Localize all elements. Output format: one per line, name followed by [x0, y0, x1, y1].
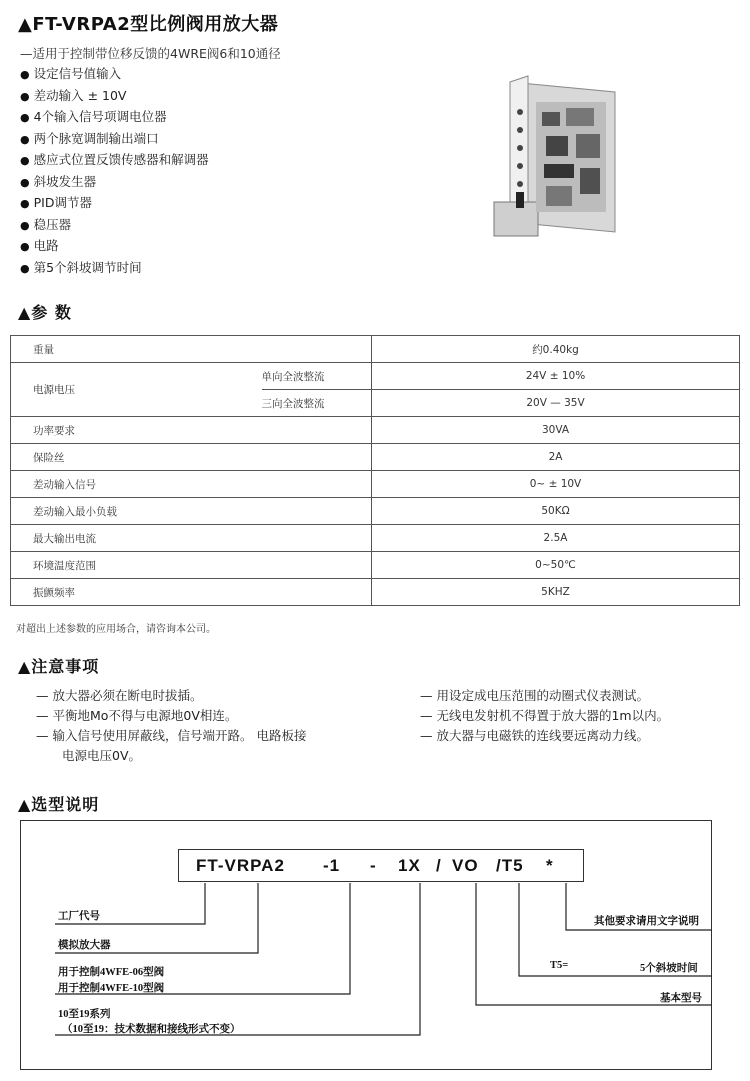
code-star: * [546, 856, 554, 875]
label-series-note: （10至19：技术数据和接线形式不变） [62, 1024, 241, 1035]
feature-item: ● 设定信号值输入 [20, 64, 209, 86]
page-title: ▲FT-VRPA2型比例阀用放大器 [18, 14, 279, 35]
param-label: 保险丝 [11, 444, 372, 471]
param-label: 电源电压 [11, 363, 262, 417]
param-value: 5KHZ [372, 579, 740, 606]
caution-item: — 用设定成电压范围的动圈式仪表测试。 [420, 688, 649, 703]
feature-item: ● 感应式位置反馈传感器和解调器 [20, 150, 209, 172]
param-label: 重量 [11, 336, 372, 363]
feature-item: ● 差动输入 ± 10V [20, 86, 209, 108]
label-t5-key: T5= [550, 960, 569, 971]
param-label: 功率要求 [11, 417, 372, 444]
label-other-requirements: 其他要求请用文字说明 [594, 916, 699, 927]
label-series: 10至19系列 [58, 1009, 111, 1020]
feature-item: ● 电路 [20, 236, 209, 258]
label-analog-amplifier: 模拟放大器 [58, 940, 111, 951]
subtitle: —适用于控制带位移反馈的4WRE阀6和10通径 [20, 46, 281, 61]
param-value: 2.5A [372, 525, 740, 552]
param-label: 振颤频率 [11, 579, 372, 606]
param-sub-label: 单向全波整流 [262, 363, 372, 390]
param-label: 最大输出电流 [11, 525, 372, 552]
caution-item: — 放大器与电磁铁的连线要远离动力线。 [420, 728, 649, 743]
param-value: 50KΩ [372, 498, 740, 525]
params-heading: ▲参 数 [18, 303, 72, 322]
param-value: 24V ± 10% [372, 363, 740, 390]
param-value: 0~50℃ [372, 552, 740, 579]
code-base: FT-VRPA2 [196, 856, 285, 875]
label-factory-code: 工厂代号 [58, 911, 100, 922]
param-value: 30VA [372, 417, 740, 444]
leader-line-basic [476, 883, 712, 1005]
label-valve-10: 用于控制4WFE-10型阀 [58, 983, 165, 994]
param-sub-label: 三向全波整流 [262, 390, 372, 417]
code-part-1: -1 [323, 856, 341, 875]
caution-item: — 放大器必须在断电时拔插。 [36, 688, 203, 703]
caution-item: — 平衡地Mo不得与电源地0V相连。 [36, 708, 238, 723]
feature-item: ● 4个输入信号项调电位器 [20, 107, 209, 129]
cautions-heading: ▲注意事项 [18, 657, 100, 676]
param-value: 约0.40kg [372, 336, 740, 363]
param-label: 差动输入信号 [11, 471, 372, 498]
feature-item: ● 斜坡发生器 [20, 172, 209, 194]
code-series: 1X [398, 856, 421, 875]
param-value: 20V — 35V [372, 390, 740, 417]
param-value: 0~ ± 10V [372, 471, 740, 498]
code-vo: VO [452, 856, 479, 875]
param-label: 差动输入最小负载 [11, 498, 372, 525]
param-value: 2A [372, 444, 740, 471]
code-separator: - [370, 856, 377, 875]
feature-item: ● 两个脉宽调制输出端口 [20, 129, 209, 151]
table-note: 对超出上述参数的应用场合，请咨询本公司。 [16, 624, 216, 635]
param-label: 环境温度范围 [11, 552, 372, 579]
code-t5: /T5 [496, 856, 524, 875]
caution-item: — 无线电发射机不得置于放大器的1m以内。 [420, 708, 670, 723]
caution-item: — 输入信号使用屏蔽线，信号端开路。 电路板接 [36, 728, 307, 743]
feature-item: ● 稳压器 [20, 215, 209, 237]
label-valve-6: 用于控制4WFE-06型阀 [58, 967, 165, 978]
label-t5-value: 5个斜坡时间 [640, 963, 698, 974]
feature-item: ● 第5个斜坡调节时间 [20, 258, 209, 280]
selection-heading: ▲选型说明 [18, 795, 100, 814]
caution-item-continuation: 电源电压0V。 [62, 748, 142, 763]
label-basic-model: 基本型号 [660, 993, 702, 1004]
code-slash: / [436, 856, 442, 875]
feature-item: ● PID调节器 [20, 193, 209, 215]
